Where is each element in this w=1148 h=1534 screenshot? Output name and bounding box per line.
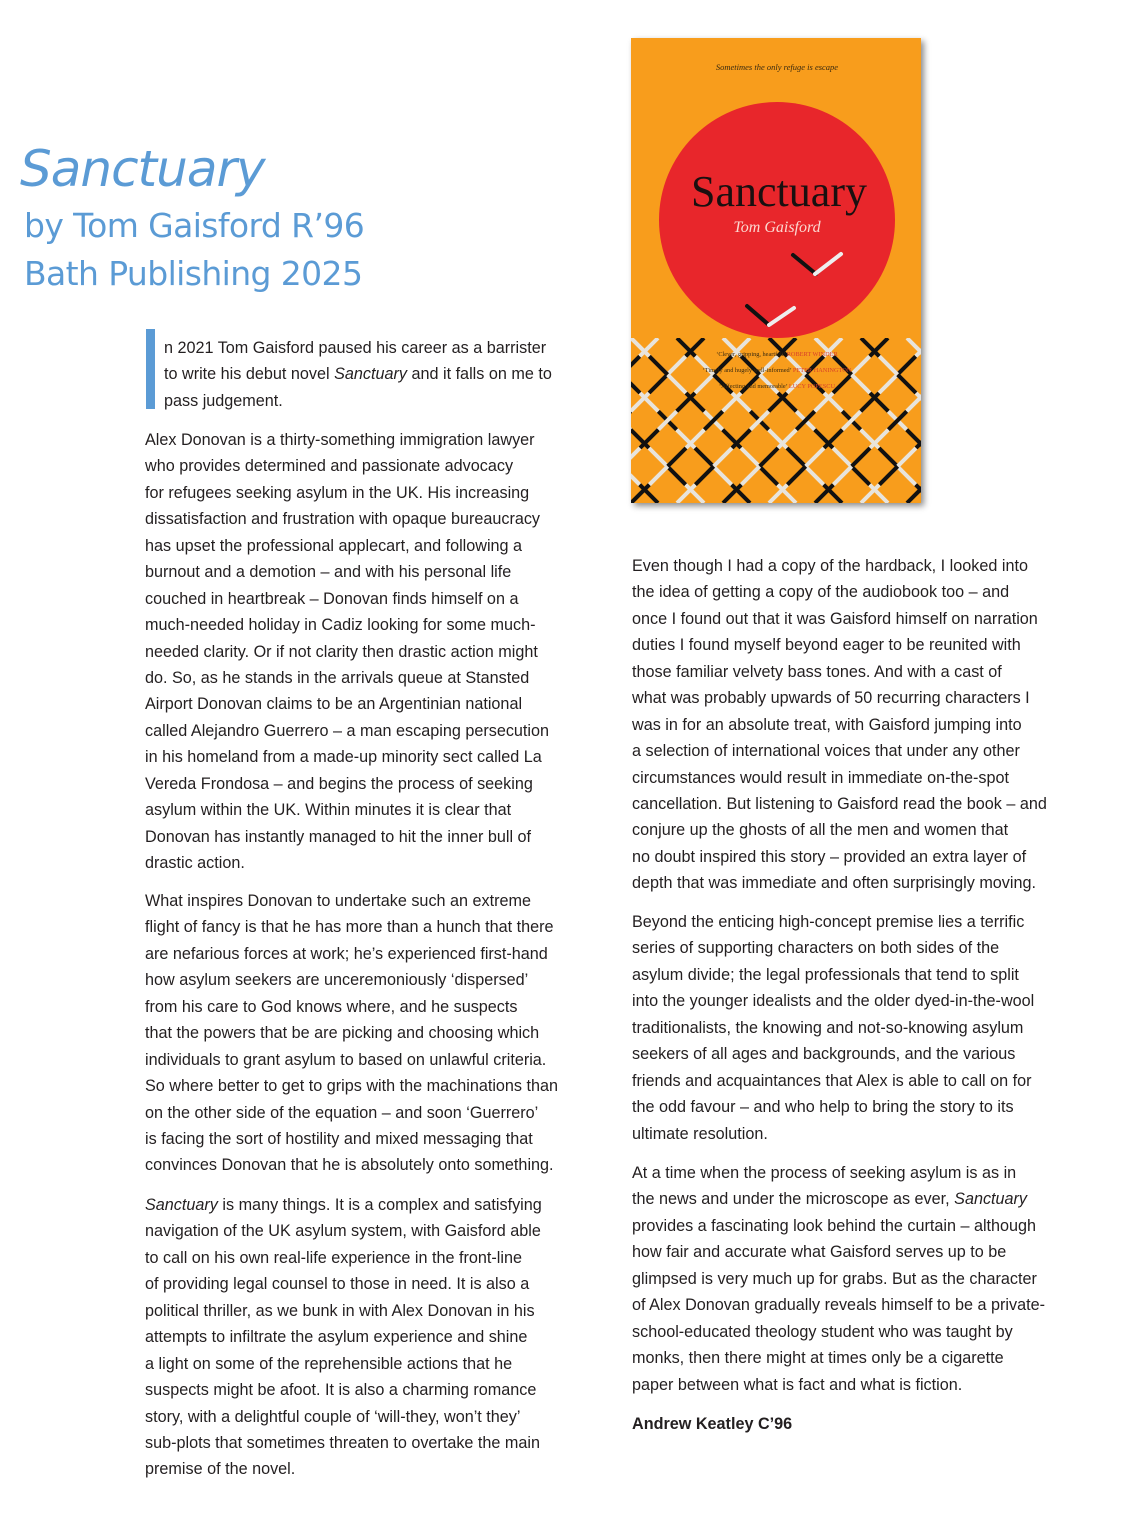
text-line: Vereda Frondosa – and begins the process of seeking — [145, 774, 533, 793]
fence-wire — [631, 375, 640, 393]
fence-wire — [897, 466, 915, 484]
fence-wire — [667, 466, 685, 484]
fence-wire — [649, 466, 667, 484]
fence-wire — [649, 375, 667, 393]
text-line: glimpsed is very much up for grabs. But as the character — [632, 1269, 1037, 1288]
fence-wire — [806, 448, 824, 466]
text-line: in his homeland from a made-up minority sect called La — [145, 748, 542, 767]
svg-text:‘Affecting and memorable’ LUCY — [719, 383, 835, 390]
text-line: Even though I had a copy of the hardback, I looked into — [632, 557, 1028, 575]
text-line: monks, then there might at times only be a cigarette — [632, 1349, 1004, 1368]
fence-wire — [741, 466, 759, 484]
cover-title: Sanctuary — [691, 167, 867, 216]
text-line: Donovan has instantly managed to hit the inner bull of — [145, 827, 532, 846]
cover-author: Tom Gaisford — [733, 219, 821, 236]
fence-wire — [778, 393, 796, 411]
text-line: who provides determined and passionate advocacy — [145, 457, 514, 476]
fence-wire — [649, 356, 667, 374]
fence-wire — [695, 466, 713, 484]
text-line: political thriller, as we bunk in with Alex Donovan in his — [145, 1301, 535, 1320]
fence-wire — [833, 466, 851, 484]
text-line: what was probably upwards of 50 recurring characters I — [632, 689, 1030, 708]
text-line: of providing legal counsel to those in need. It is also a — [145, 1275, 530, 1294]
svg-text:‘Timely and hugely well-inform — [703, 367, 852, 374]
fence-wire — [677, 393, 695, 411]
text-line: convinces Donovan that he is absolutely onto something. — [145, 1156, 554, 1175]
drop-cap-bar — [146, 329, 155, 409]
cover-quote-source: LUCY POPESCU — [788, 383, 836, 390]
fence-wire — [879, 375, 897, 393]
text-line: paper between what is fact and what is fiction. — [632, 1375, 963, 1394]
fence-wire — [631, 356, 640, 374]
fence-wire — [833, 375, 851, 393]
fence-wire — [686, 430, 704, 448]
cover-quote: ‘Timely and hugely well-informed’ — [702, 367, 792, 374]
text-line: ultimate resolution. — [632, 1124, 768, 1143]
text-line: the news and under the microscope as ever, Sanctuary — [632, 1190, 1028, 1209]
fence-wire — [898, 448, 916, 466]
fence-wire — [677, 430, 695, 448]
text-line: n 2021 Tom Gaisford paused his career as a barrister — [164, 339, 547, 357]
fence-wire — [851, 466, 869, 484]
review-title: Sanctuary — [20, 140, 265, 198]
cover-tagline: Sometimes the only refuge is escape — [715, 62, 839, 72]
text-line: how asylum seekers are unceremoniously ‘dispersed’ — [145, 971, 529, 990]
text-line: pass judgement. — [164, 391, 283, 410]
text-line: are nefarious forces at work; he’s experienced first-hand — [145, 944, 548, 963]
text-line: suspects might be afoot. It is also a charming romance — [145, 1381, 537, 1400]
text-line: once I found out that it was Gaisford himself on narration — [632, 609, 1038, 628]
paragraph — [632, 553, 1047, 897]
fence-wire — [879, 466, 897, 484]
text-line: At a time when the process of seeking asylum is as in — [632, 1164, 1017, 1182]
fence-wire — [640, 393, 658, 411]
publisher: Bath Publishing 2025 — [24, 254, 363, 293]
text-line: What inspires Donovan to undertake such an extreme — [145, 892, 532, 910]
fence-wire — [852, 375, 870, 393]
text-line: from his care to God knows where, and he suspects — [145, 997, 518, 1016]
fence-wire — [668, 375, 686, 393]
fence-wire — [824, 430, 842, 448]
fence-wire — [815, 430, 833, 448]
text-line: navigation of the UK asylum system, with Gaisford able — [145, 1222, 541, 1241]
fence-wire — [861, 393, 879, 411]
fence-wire — [695, 375, 713, 393]
fence-wire — [631, 448, 640, 466]
text-line: a selection of international voices that under any other — [632, 742, 1020, 761]
fence-wire — [769, 393, 787, 411]
text-line: is facing the sort of hostility and mixed messaging that — [145, 1129, 533, 1148]
text-line: couched in heartbreak – Donovan finds himself on a — [145, 589, 519, 608]
fence-wire — [805, 466, 823, 484]
text-line: needed clarity. Or if not clarity then drastic action might — [145, 642, 538, 661]
text-line: seekers of all ages and backgrounds, and the various — [632, 1045, 1016, 1064]
text-line: was in for an absolute treat, with Gaisford jumping into — [632, 715, 1022, 734]
text-line: series of supporting characters on both sides of the — [632, 939, 1000, 958]
text-line: duties I found myself beyond eager to be reunited with — [632, 636, 1021, 655]
paragraph — [145, 1192, 542, 1483]
fence-wire — [861, 430, 879, 448]
text-line: to call on his own real-life experience in the front-line — [145, 1248, 523, 1267]
cover-quote-source: ROBERT WINDER — [786, 351, 838, 358]
author-signature: Andrew Keatley C’96 — [632, 1415, 793, 1433]
text-line: attempts to infiltrate the asylum experience and shine — [145, 1328, 528, 1347]
cover-quote: ‘Affecting and memorable’ — [718, 383, 788, 390]
text-line: sub-plots that sometimes threaten to overtake the main — [145, 1433, 540, 1452]
text-line: that the powers that be are picking and choosing which — [145, 1024, 540, 1043]
text-line: premise of the novel. — [145, 1460, 296, 1479]
fence-wire — [870, 430, 888, 448]
fence-wire — [870, 393, 888, 411]
text-line: story, with a delightful couple of ‘will-they, won’t they’ — [145, 1407, 521, 1426]
fence-wire — [732, 430, 750, 448]
text-line: dissatisfaction and frustration with opaque bureaucracy — [145, 510, 541, 529]
text-line: the idea of getting a copy of the audiobook too – and — [632, 583, 1010, 602]
fence-wire — [851, 356, 869, 374]
text-line: has upset the professional applecart, and following a — [145, 536, 523, 555]
text-line: much-needed holiday in Cadiz looking for some much- — [145, 616, 536, 635]
text-line: Airport Donovan claims to be an Argentinian national — [145, 695, 523, 714]
text-line: individuals to grant asylum to based on unlawful criteria. — [145, 1050, 547, 1069]
byline: by Tom Gaisford R’96 — [24, 206, 365, 245]
fence-wire — [833, 448, 851, 466]
fence-wire — [787, 448, 805, 466]
text-line: asylum within the UK. Within minutes it is clear that — [145, 801, 512, 820]
fence-wire — [852, 448, 870, 466]
text-line: to write his debut novel Sanctuary and it falls on me to — [164, 365, 552, 384]
text-line: of Alex Donovan gradually reveals himself to be a private- — [632, 1296, 1046, 1315]
text-line: friends and acquaintances that Alex is able to call on for — [632, 1071, 1032, 1090]
paragraph — [632, 1160, 1045, 1398]
fence-wire — [778, 430, 796, 448]
paragraph — [632, 909, 1034, 1147]
fence-wire — [879, 448, 897, 466]
text-line: circumstances would result in immediate on-the-spot — [632, 768, 1009, 787]
text-line: So where better to get to grips with the machinations than — [145, 1077, 559, 1096]
fence-wire — [879, 356, 897, 374]
fence-wire — [741, 448, 759, 466]
text-line: conjure up the ghosts of all the men and women that — [632, 821, 1009, 840]
text-line: cancellation. But listening to Gaisford read the book – and — [632, 794, 1047, 813]
text-line: how fair and accurate what Gaisford serves up to be — [632, 1243, 1007, 1262]
fence-wire — [769, 430, 787, 448]
svg-text:‘Clever, gripping, heartfelt’ — [716, 351, 838, 358]
text-line: depth that was immediate and often surprisingly moving. — [632, 874, 1036, 893]
text-line: flight of fancy is that he has more than a hunch that there — [145, 918, 554, 937]
fence-wire — [723, 393, 741, 411]
text-line: drastic action. — [145, 854, 245, 872]
text-line: for refugees seeking asylum in the UK. His increasing — [145, 483, 530, 502]
text-line: provides a fascinating look behind the curtain – although — [632, 1216, 1037, 1235]
text-line: school-educated theology student who was taught by — [632, 1322, 1013, 1341]
fence-wire — [815, 393, 833, 411]
cover-quote-source: PETER HANINGTON — [792, 367, 852, 374]
text-line: the odd favour – and who help to bring the story to its — [632, 1098, 1014, 1117]
fence-wire — [732, 393, 750, 411]
text-line: burnout and a demotion – and with his personal life — [145, 563, 512, 582]
cover-quote: ‘Clever, gripping, heartfelt’ — [716, 351, 786, 358]
fence-wire — [667, 356, 685, 374]
text-line: no doubt inspired this story – provided an extra layer of — [632, 847, 1027, 866]
fence-pattern — [631, 338, 921, 503]
fence-wire — [897, 356, 915, 374]
fence-wire — [824, 393, 842, 411]
text-line: asylum divide; the legal professionals that tend to split — [632, 965, 1019, 984]
paragraph — [145, 427, 549, 876]
book-cover-image — [631, 38, 921, 503]
paragraph — [145, 888, 558, 1179]
text-line: into the younger idealists and the older dyed-in-the-wool — [632, 992, 1035, 1011]
text-line: Alex Donovan is a thirty-something immigration lawyer — [145, 431, 535, 449]
fence-wire — [759, 466, 777, 484]
fence-wire — [686, 393, 704, 411]
fence-wire — [760, 448, 778, 466]
text-line: Beyond the enticing high-concept premise lies a terrific — [632, 913, 1025, 931]
fence-wire — [695, 448, 713, 466]
text-line: called Alejandro Guerrero – a man escaping persecution — [145, 721, 550, 740]
fence-wire — [723, 430, 741, 448]
fence-wire — [649, 448, 667, 466]
text-line: those familiar velvety bass tones. And with a cast of — [632, 662, 1002, 681]
fence-wire — [668, 448, 686, 466]
fence-wire — [640, 430, 658, 448]
text-line: traditionalists, the knowing and not-so-knowing asylum — [632, 1018, 1024, 1037]
text-line: on the other side of the equation – and soon ‘Guerrero’ — [145, 1103, 539, 1122]
text-line: Sanctuary is many things. It is a complex and satisfying — [145, 1196, 542, 1214]
fence-wire — [787, 466, 805, 484]
paragraph — [164, 335, 552, 414]
text-line: a light on some of the reprehensible actions that he — [145, 1354, 513, 1373]
fence-wire — [714, 448, 732, 466]
text-line: do. So, as he stands in the arrivals queue at Stansted — [145, 668, 530, 687]
fence-wire — [631, 466, 640, 484]
fence-wire — [898, 375, 916, 393]
fence-wire — [713, 466, 731, 484]
